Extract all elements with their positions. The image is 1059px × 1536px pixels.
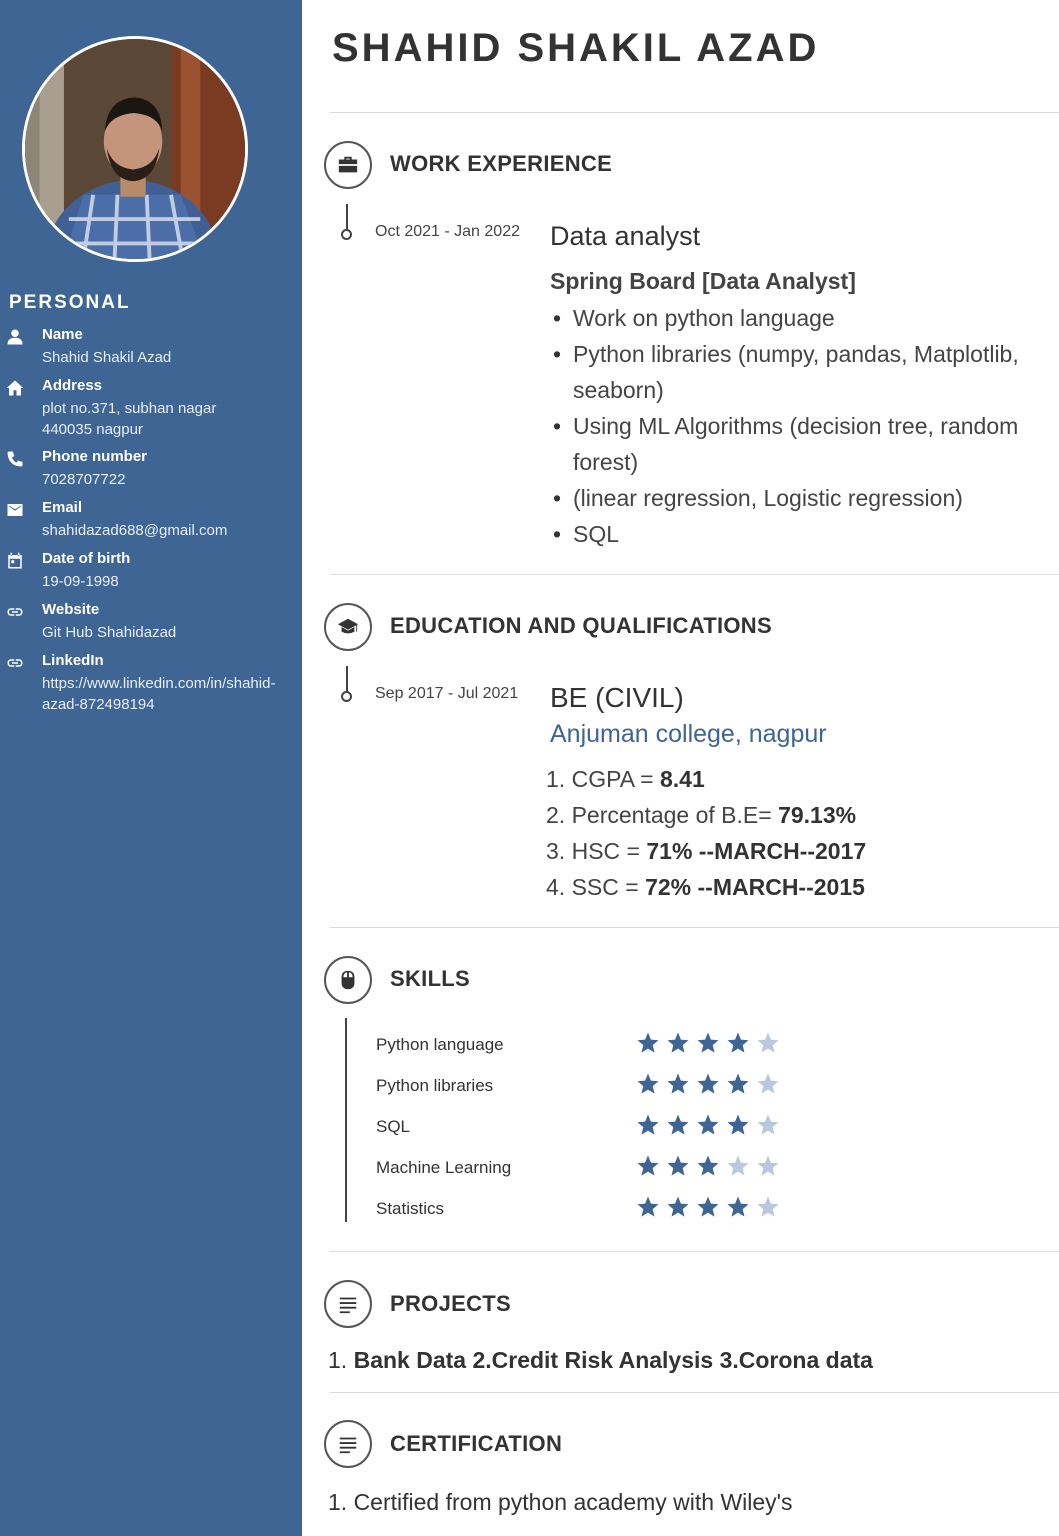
skill-rating	[636, 1031, 786, 1057]
work-experience-title: WORK EXPERIENCE	[390, 151, 613, 176]
star-filled-icon	[696, 1154, 720, 1178]
item-number: 1.	[546, 766, 566, 792]
divider	[330, 1392, 1059, 1393]
star-empty-icon	[726, 1154, 750, 1178]
timeline-dot	[341, 229, 352, 240]
personal-label: Email	[42, 499, 83, 516]
personal-value: 7028707722	[42, 471, 126, 488]
divider	[330, 574, 1059, 575]
item-number: 3.	[546, 838, 566, 864]
document-lines-icon	[324, 1420, 372, 1468]
skill-name: Machine Learning	[376, 1158, 512, 1177]
personal-label: Date of birth	[42, 550, 131, 567]
skill-rating	[636, 1154, 786, 1180]
star-filled-icon	[726, 1195, 750, 1219]
graduation-cap-icon	[324, 603, 372, 651]
skills-title: SKILLS	[390, 966, 471, 991]
home-icon	[6, 379, 24, 397]
divider	[330, 927, 1059, 928]
item-value: 71% --MARCH--2017	[646, 838, 867, 864]
address-line-2: 440035 nagpur	[42, 421, 143, 438]
skill-rating	[636, 1072, 786, 1098]
personal-value	[42, 398, 216, 440]
item-label: SSC =	[571, 874, 646, 900]
document-lines-icon	[324, 1280, 372, 1328]
skill-row	[376, 1154, 836, 1184]
calendar-icon	[6, 552, 24, 570]
personal-value: shahidazad688@gmail.com	[42, 522, 228, 539]
star-filled-icon	[636, 1072, 660, 1096]
item-value: 72% --MARCH--2015	[645, 874, 865, 900]
skill-name: Statistics	[376, 1199, 445, 1218]
linkedin-line-2[interactable]: azad-872498194	[42, 696, 155, 713]
skill-name: SQL	[376, 1117, 411, 1136]
star-filled-icon	[636, 1195, 660, 1219]
degree-title: BE (CIVIL)	[550, 682, 684, 713]
phone-icon	[6, 450, 24, 468]
list-item: • Using ML Algorithms (decision tree, random forest)	[550, 408, 1059, 480]
star-empty-icon	[756, 1154, 780, 1178]
star-filled-icon	[666, 1031, 690, 1055]
personal-label: LinkedIn	[42, 652, 104, 669]
item-value: 79.13%	[778, 802, 857, 828]
star-filled-icon	[696, 1072, 720, 1096]
item-label: Percentage of B.E=	[571, 802, 779, 828]
personal-value: 19-09-1998	[42, 573, 119, 590]
education-date: Sep 2017 - Jul 2021	[375, 685, 519, 702]
skill-row	[376, 1113, 836, 1143]
skill-row	[376, 1195, 836, 1225]
projects-title: PROJECTS	[390, 1291, 511, 1316]
email-icon	[6, 501, 24, 519]
skill-name: Python libraries	[376, 1076, 494, 1095]
skill-row	[376, 1072, 836, 1102]
person-icon	[6, 328, 24, 346]
star-filled-icon	[636, 1031, 660, 1055]
school-name: Anjuman college, nagpur	[550, 720, 827, 748]
job-title: Data analyst	[550, 221, 701, 251]
list-item: • Work on python language	[550, 300, 1059, 336]
list-item: • SQL	[550, 516, 1059, 552]
projects-text: Bank Data 2.Credit Risk Analysis 3.Corona data	[353, 1347, 873, 1373]
profile-photo-image	[25, 39, 245, 259]
address-line-1: plot no.371, subhan nagar	[42, 400, 217, 417]
star-filled-icon	[666, 1154, 690, 1178]
skill-row	[376, 1031, 836, 1061]
item-value: 8.41	[660, 766, 705, 792]
personal-value: Shahid Shakil Azad	[42, 349, 172, 366]
briefcase-icon	[324, 141, 372, 189]
profile-photo	[22, 36, 248, 262]
star-empty-icon	[756, 1195, 780, 1219]
list-item	[546, 869, 866, 905]
list-item: • Python libraries (numpy, pandas, Matplotlib, seaborn)	[550, 336, 1059, 408]
education-items	[546, 761, 866, 905]
divider	[330, 1251, 1059, 1252]
star-empty-icon	[756, 1031, 780, 1055]
sidebar	[0, 0, 302, 1536]
education-title: EDUCATION AND QUALIFICATIONS	[390, 613, 772, 638]
item-label: CGPA =	[571, 766, 660, 792]
main-content	[302, 0, 1059, 1536]
star-empty-icon	[756, 1113, 780, 1137]
item-number: 2.	[546, 802, 566, 828]
star-filled-icon	[696, 1031, 720, 1055]
timeline-line	[346, 666, 348, 692]
projects-list	[328, 1347, 873, 1374]
personal-label: Address	[42, 377, 103, 394]
timeline-line	[345, 1018, 347, 1222]
link-icon	[6, 654, 24, 672]
linkedin-link[interactable]	[42, 673, 275, 715]
work-date: Oct 2021 - Jan 2022	[375, 223, 520, 240]
list-item	[546, 833, 866, 869]
mouse-icon	[324, 956, 372, 1004]
personal-label: Name	[42, 326, 83, 343]
star-filled-icon	[666, 1072, 690, 1096]
linkedin-line-1[interactable]: https://www.linkedin.com/in/shahid-	[42, 675, 276, 692]
personal-label: Phone number	[42, 448, 148, 465]
personal-label: Website	[42, 601, 100, 618]
divider	[330, 112, 1059, 113]
star-empty-icon	[756, 1072, 780, 1096]
star-filled-icon	[696, 1195, 720, 1219]
skill-rating	[636, 1195, 786, 1221]
star-filled-icon	[726, 1072, 750, 1096]
list-item: • (linear regression, Logistic regression)	[550, 480, 1059, 516]
skill-rating	[636, 1113, 786, 1139]
certification-text: 1. Certified from python academy with Wiley's	[328, 1489, 793, 1515]
star-filled-icon	[696, 1113, 720, 1137]
star-filled-icon	[636, 1154, 660, 1178]
personal-heading: PERSONAL	[9, 292, 131, 313]
star-filled-icon	[636, 1113, 660, 1137]
star-filled-icon	[726, 1113, 750, 1137]
list-item	[546, 797, 866, 833]
list-item	[546, 761, 866, 797]
link-icon	[6, 603, 24, 621]
timeline-line	[346, 204, 348, 230]
star-filled-icon	[726, 1031, 750, 1055]
star-filled-icon	[666, 1113, 690, 1137]
star-filled-icon	[666, 1195, 690, 1219]
skill-name: Python language	[376, 1035, 504, 1054]
website-link[interactable]: Git Hub Shahidazad	[42, 624, 177, 641]
project-number: 1.	[328, 1347, 348, 1373]
item-label: HSC =	[571, 838, 647, 864]
item-number: 4.	[546, 874, 566, 900]
timeline-dot	[341, 691, 352, 702]
candidate-name: SHAHID SHAKIL AZAD	[332, 26, 820, 70]
job-company: Spring Board [Data Analyst]	[550, 268, 856, 294]
work-bullets	[550, 300, 1059, 552]
certification-title: CERTIFICATION	[390, 1431, 563, 1456]
